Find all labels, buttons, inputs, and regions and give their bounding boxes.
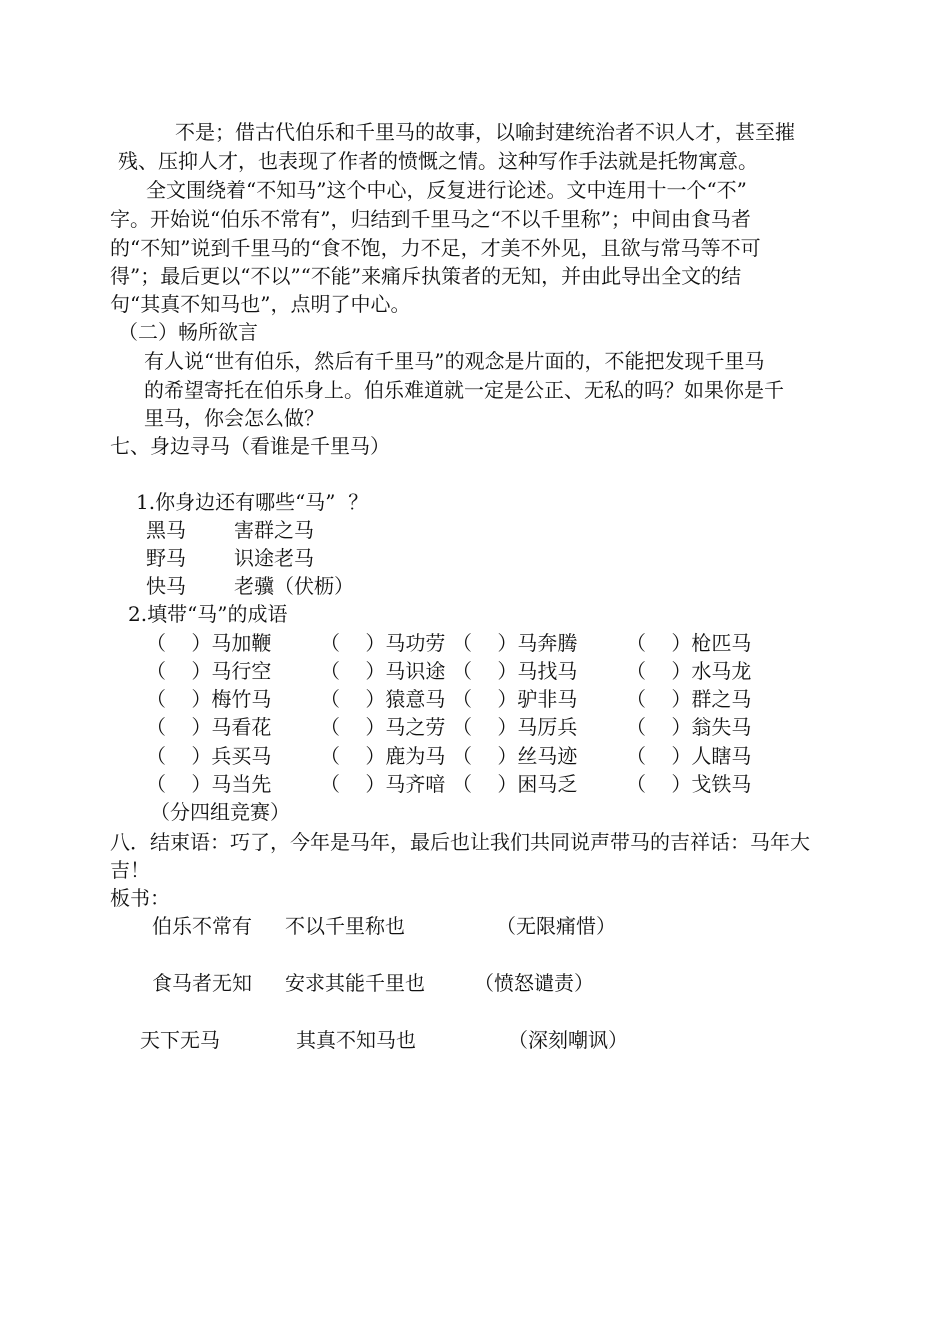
para1-line-1: 不是；借古代伯乐和千里马的故事，以喻封建统治者不识人才，甚至摧 xyxy=(175,120,795,144)
board-item: 其真不知马也 xyxy=(296,1028,416,1052)
idiom-blank: （ ）群之马 xyxy=(626,687,752,711)
horse-word: 野马 xyxy=(146,546,186,570)
horse-word: 害群之马 xyxy=(234,518,314,542)
section-title-7: 七、身边寻马（看谁是千里马） xyxy=(110,434,390,458)
para2-line-1: 全文围绕着“不知马”这个中心，反复进行论述。文中连用十一个“不” xyxy=(146,178,747,202)
horse-word: 识途老马 xyxy=(234,546,314,570)
para2-line-4: 得”；最后更以“不以”“不能”来痛斥执策者的无知，并由此导出全文的结 xyxy=(110,264,742,288)
board-item: （无限痛惜） xyxy=(496,914,616,938)
idiom-blank: （ ）猿意马 xyxy=(320,687,446,711)
board-item: 不以千里称也 xyxy=(285,914,405,938)
idiom-blank: （ ）水马龙 xyxy=(626,659,752,683)
idiom-blank: （ ）马看花 xyxy=(146,715,272,739)
idiom-blank: （ ）马之劳 xyxy=(320,715,446,739)
para3-line-1: 有人说“世有伯乐，然后有千里马”的观念是片面的，不能把发现千里马 xyxy=(144,349,765,373)
section-title-changsuoyuyan: （二）畅所欲言 xyxy=(118,320,258,344)
idiom-blank: （ ）马奔腾 xyxy=(452,631,578,655)
para1-line-2: 残、压抑人才，也表现了作者的愤慨之情。这种写作手法就是托物寓意。 xyxy=(118,149,758,173)
idiom-blank: （ ）困马乏 xyxy=(452,772,578,796)
board-item: 伯乐不常有 xyxy=(152,914,252,938)
board-item: （愤怒谴责） xyxy=(474,971,594,995)
idiom-blank: （ ）马加鞭 xyxy=(146,631,272,655)
idiom-blank: （ ）枪匹马 xyxy=(626,631,752,655)
idiom-blank: （ ）丝马迹 xyxy=(452,744,578,768)
board-item: 食马者无知 xyxy=(152,971,252,995)
para2-line-3: 的“不知”说到千里马的“食不饱，力不足，才美不外见，且欲与常马等不可 xyxy=(110,236,761,260)
horse-word: 老骥（伏枥） xyxy=(234,574,354,598)
idiom-blank: （ ）马功劳 xyxy=(320,631,446,655)
idiom-blank: （ ）兵买马 xyxy=(146,744,272,768)
idiom-blank: （ ）马当先 xyxy=(146,772,272,796)
horse-word: 黑马 xyxy=(146,518,186,542)
idiom-blank: （ ）人瞎马 xyxy=(626,744,752,768)
idiom-blank: （ ）马识途 xyxy=(320,659,446,683)
idiom-blank: （ ）马找马 xyxy=(452,659,578,683)
question-2: 2.填带“马”的成语 xyxy=(128,602,288,626)
idiom-blank: （ ）鹿为马 xyxy=(320,744,446,768)
idiom-blank: （ ）梅竹马 xyxy=(146,687,272,711)
board-item: 天下无马 xyxy=(140,1028,220,1052)
para2-line-5: 句“其真不知马也”，点明了中心。 xyxy=(110,292,411,316)
section-8-line-1: 八．结束语：巧了，今年是马年，最后也让我们共同说声带马的吉祥话：马年大 xyxy=(110,830,810,854)
board-label: 板书： xyxy=(110,886,170,910)
idiom-blank: （ ）翁失马 xyxy=(626,715,752,739)
horse-word: 快马 xyxy=(146,574,186,598)
para2-line-2: 字。开始说“伯乐不常有”，归结到千里马之“不以千里称”；中间由食马者 xyxy=(110,207,751,231)
idiom-blank: （ ）马行空 xyxy=(146,659,272,683)
question-1: 1.你身边还有哪些“马” ？ xyxy=(136,490,369,514)
idiom-blank: （ ）驴非马 xyxy=(452,687,578,711)
board-item: 安求其能千里也 xyxy=(285,971,425,995)
idiom-blank: （ ）戈铁马 xyxy=(626,772,752,796)
group-note: （分四组竞赛） xyxy=(150,800,290,824)
idiom-blank: （ ）马齐喑 xyxy=(320,772,446,796)
section-8-line-2: 吉！ xyxy=(110,858,150,882)
para3-line-3: 里马，你会怎么做？ xyxy=(144,406,324,430)
idiom-blank: （ ）马厉兵 xyxy=(452,715,578,739)
para3-line-2: 的希望寄托在伯乐身上。伯乐难道就一定是公正、无私的吗？如果你是千 xyxy=(144,378,784,402)
board-item: （深刻嘲讽） xyxy=(508,1028,628,1052)
